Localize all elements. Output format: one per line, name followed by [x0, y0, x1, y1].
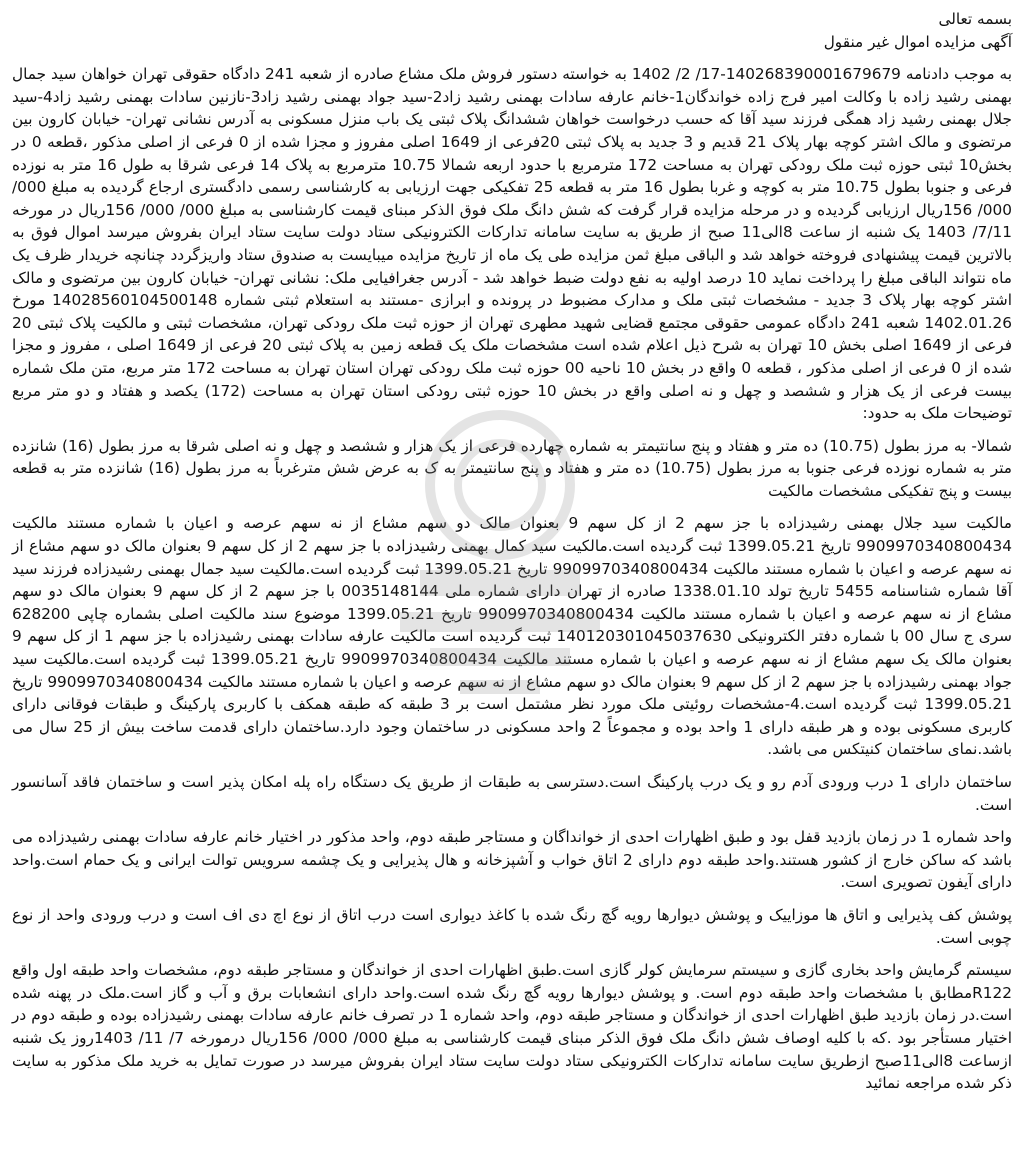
paragraph-court-order: به موجب دادنامه 140268390001679679-17/ 2/ 1402 به خواسته دستور فروش ملک مشاع صادره از شعبه 241 دادگاه حقوقی تهران خواهان سید جمال بهمنی رشید زاده با وکالت امیر فرج زاده خواندگان1-خانم عارفه سادات بهمنی رشید زاد2-سید جواد بهمنی رشید زاد3-نازنین سادات بهمنی رشید زاد4-سید جلال بهمنی رشید زاد همگی فرزند سید آقا که حسب درخواست خواهان ششدانگ پلاک ثبتی یک باب منزل مسکونی به آدرس نشانی تهران- خیابان کارون بین مرتضوی و مالک اشتر کوچه بهار پلاک 21 قدیم و 3 جدید به پلاک ثبتی 20فرعی از 1649 اصلی مفروز و مجزا شده از 0 فرعی از اصلی مذکور ،قطعه 0 در بخش10 ثبتی حوزه ثبت ملک رودکی تهران به مساحت 172 مترمربع با حدود اربعه شمالا 10.75 مترمربع به پلاک 14 فرعی شرقا به طول 16 متر به نوزده فرعی و جنوبا بطول 10.75 متر به کوچه و غربا بطول 16 متر به قطعه 25 تفکیکی جهت ارزیابی به کارشناسی رسمی دادگستری ارجاع گردیده به مبلغ 000/ 000/ 156ریال ارزیابی گردیده و در مرحله مزایده قرار گرفت که شش دانگ ملک فوق الذکر مبنای قیمت کارشناسی به مبلغ 000/ 000/ 156ریال در مورخه 7/11/ 1403 یک شنبه از ساعت 8الی11 صبح از طریق به سایت سامانه تدارکات الکترونیکی ستاد دولت سایت ستاد ایران بفروش میرسد اموال فوق به بالاترین قیمت پیشنهادی فروخته خواهد شد و الباقی مبلغ ثمن مزایده طی یک ماه از تاریخ مزایده میبایست به صندوق ستاد واریزگردد چنانچه خریدار ظرف یک ماه نتواند الباقی مبلغ را پرداخت نماید 10 درصد اولیه به نفع دولت ضبط خواهد شد - آدرس جغرافیایی ملک: نشانی تهران- خیابان کارون بین مرتضوی و مالک اشتر کوچه بهار پلاک 3 جدید - مشخصات ثبتی ملک و مدارک مضبوط در پرونده و ابرازی -مستند به استعلام ثبتی شماره 14028560104500148 مورخ 1402.01.26 شعبه 241 دادگاه عمومی حقوقی مجتمع قضایی شهید مطهری تهران از حوزه ثبت ملک رودکی تهران، مشخصات ثبتی و مالکیت پلاک ثبتی 20 فرعی از 1649 اصلی بخش 10 تهران به شرح ذیل اعلام شده است مشخصات ملک یک قطعه زمین به پلاک ثبتی 20 فرعی از 1649 اصلی ، مفروز و مجزا شده از 0 فرعی از اصلی مذکور ، قطعه 0 واقع در بخش 10 ناحیه 00 حوزه ثبت ملک رودکی تهران استان تهران به مساحت 172 متر مربع، متن ملک شماره بیست فرعی از یک هزار و ششصد و چهل و نه اصلی واقع در بخش 10 حوزه ثبتی رودکی استان تهران به مساحت (172) یکصد و هفتاد و دو متر مربع توضیحات ملک به حدود:	[12, 65, 1013, 423]
paragraph-finishes: پوشش کف پذیرایی و اتاق ها موزاییک و پوشش دیوارها رویه گچ رنگ شده با کاغذ دیواری است درب اتاق از نوع اچ دی اف است و درب ورودی واحد از نوع چوبی است.	[12, 905, 1012, 947]
paragraph-unit-status: واحد شماره 1 در زمان بازدید قفل بود و طبق اظهارات احدی از خوانداگان و مستاجر طبقه دوم، واحد مذکور در اختیار خانم عارفه سادات بهمنی رشیدزاده می باشد که ساکن خارج از کشور هستند.واحد طبقه دوم دارای 2 اتاق خواب و آشپزخانه و هال پذیرایی و یک چشمه سرویس توالت ایرانی و یک حمام است.واحد دارای آیفون تصویری است.	[12, 828, 1012, 892]
paragraph-utilities-auction: سیستم گرمایش واحد بخاری گازی و سیستم سرمایش کولر گازی است.طبق اظهارات احدی از خواندگان و مستاجر طبقه دوم، مشخصات واحد طبقه اول واقع R122مطابق با مشخصات واحد طبقه دوم است. و پوشش دیوارها رویه گچ رنگ شده است.واحد دارای انشعابات برق و آب و گاز است.ملک در پهنه شده است.در زمان بازدید طبق اظهارات احدی از خواندگان و مستاجر طبقه دوم، واحد شماره 1 در تصرف خانم عارفه سادات بهمنی رشیدزاده بوده و طبقه دوم در اختیار مستأجر بود .که با کلیه اوصاف شش دانگ ملک فوق الذکر مبنای قیمت کارشناسی به مبلغ 000/ 000/ 156ریال درمورخه 7/ 11/ 1403روز یک شنبه ازساعت 8الی11صبح ازطریق سایت سامانه تدارکات الکترونیکی ستاد دولت سایت ستاد ایران بفروش میرسد در صورت تمایل به خرید ملک مذکور به سایت ذکر شده مراجعه نمائید	[12, 961, 1012, 1093]
paragraph-boundaries: شمالا- به مرز بطول (10.75) ده متر و هفتاد و پنج سانتیمتر به شماره چهارده فرعی از یک هزار و ششصد و چهل و نه اصلی شرقا به مرز بطول (16) شانزده متر به شماره نوزده فرعی جنوبا به مرز بطول (10.75) ده متر و هفتاد و پنج سانتیمتر به ک به عرض شش مترغرباً به مرز بطول (16) شانزده متر به قطعه بیست و پنج تفکیکی مشخصات مالکیت	[12, 436, 1013, 500]
notice-title: آگهی مزایده اموال غیر منقول	[823, 32, 1012, 51]
paragraph-ownership: مالکیت سید جلال بهمنی رشیدزاده با جز سهم 2 از کل سهم 9 بعنوان مالک دو سهم مشاع از نه سهم عرصه و اعیان با شماره مستند مالکیت 9909970340800434 تاریخ 1399.05.21 ثبت گردیده است.مالکیت سید کمال بهمنی رشیدزاده با جز سهم 2 از کل سهم 9 بعنوان مالک دو سهم مشاع از نه سهم عرصه و اعیان با شماره مستند مالکیت 9909970340800434 تاریخ 1399.05.21 ثبت گردیده است.مالکیت سید جمال بهمنی رشیدزاده فرزند سید آقا شماره شناسنامه 5455 تاریخ تولد 1338.01.10 صادره از تهران دارای شماره ملی 0035148144 با جز سهم 2 از کل سهم 9 بعنوان مالک دو سهم مشاع از نه سهم عرصه و اعیان با شماره مستند مالکیت 9909970340800434 تاریخ 1399.05.21 موضوع سند مالکیت اصلی بشماره چاپی 628200 سری ج سال 00 با شماره دفتر الکترونیکی 140120301045037630 ثبت گردیده است مالکیت عارفه سادات بهمنی رشیدزاده با جز سهم 1 از کل سهم 9 بعنوان مالک یک سهم مشاع از نه سهم عرصه و اعیان با شماره مستند مالکیت 9909970340800434 تاریخ 1399.05.21 ثبت گردیده است.مالکیت سید جواد بهمنی رشیدزاده با جز سهم 2 از کل سهم 9 بعنوان مالک دو سهم مشاع از نه سهم عرصه و اعیان با شماره مستند مالکیت 9909970340800434 تاریخ 1399.05.21 ثبت گردیده است.4-مشخصات روئیتی ملک مورد نظر مشتمل است بر 3 طبقه که طبقه همکف با کاربری پارکینگ و طبقات فوقانی دارای کاربری مسکونی بوده و هر طبقه دارای 1 واحد بوده و مجموعاً 2 واحد مسکونی در ساختمان وجود دارد.ساختمان دارای قدمت ساخت بیش از 25 سال می باشد.نمای ساختمان کنیتکس می باشد.	[12, 514, 1012, 759]
bismillah-heading: بسمه تعالی	[938, 10, 1012, 28]
paragraph-building-access: ساختمان دارای 1 درب ورودی آدم رو و یک درب پارکینگ است.دسترسی به طبقات از طریق یک دستگاه راه پله امکان پذیر است و ساختمان فاقد آسانسور است.	[12, 773, 1012, 814]
